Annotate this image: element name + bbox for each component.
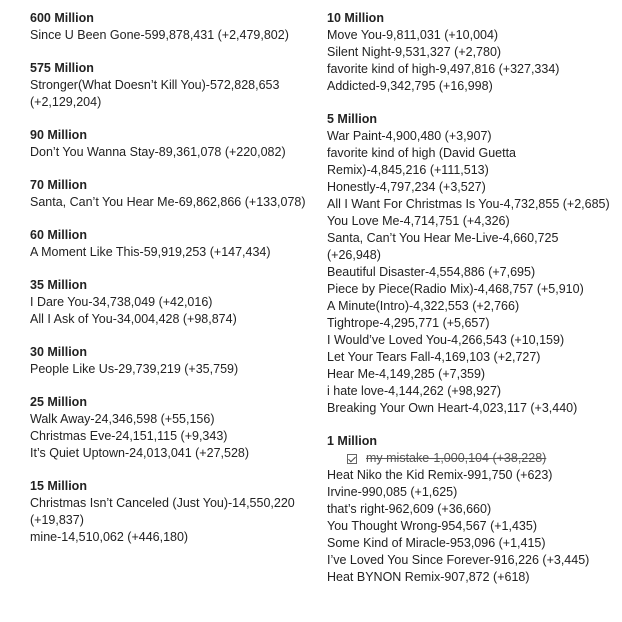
section-600-million: [30, 10, 320, 44]
song-entry: It’s Quiet Uptown-24,013,041 (+27,528): [30, 446, 250, 460]
song-entry: I Would’ve Loved You-4,266,543 (+10,159): [327, 333, 565, 347]
section-heading: 35 Million: [30, 278, 87, 292]
section-1-million: [327, 433, 613, 586]
section-heading: 15 Million: [30, 479, 87, 493]
song-entry: Beautiful Disaster-4,554,886 (+7,695): [327, 265, 536, 279]
song-entry: Christmas Isn’t Canceled (Just You)-14,550,220 (+19,837): [30, 496, 295, 527]
song-entry: Heat BYNON Remix-907,872 (+618): [327, 570, 530, 584]
section-60-million: [30, 227, 320, 261]
song-entry: Let Your Tears Fall-4,169,103 (+2,727): [327, 350, 541, 364]
section-heading: 90 Million: [30, 128, 87, 142]
checked-checkbox-icon[interactable]: [347, 454, 357, 464]
struck-entry-text: my mistake-1,000,104 (+38,228): [366, 451, 547, 465]
section-heading: 575 Million: [30, 61, 94, 75]
song-entry: favorite kind of high-9,497,816 (+327,334): [327, 62, 560, 76]
section-heading: 30 Million: [30, 345, 87, 359]
section-35-million: [30, 277, 320, 328]
section-25-million: [30, 394, 320, 462]
song-entry: Hear Me-4,149,285 (+7,359): [327, 367, 486, 381]
song-entry: You Love Me-4,714,751 (+4,326): [327, 214, 510, 228]
song-entry: Breaking Your Own Heart-4,023,117 (+3,440): [327, 401, 578, 415]
section-heading: 25 Million: [30, 395, 87, 409]
song-entry: Silent Night-9,531,327 (+2,780): [327, 45, 502, 59]
song-entry: Santa, Can’t You Hear Me-Live-4,660,725 (+26,948): [327, 231, 559, 262]
song-entry: i hate love-4,144,262 (+98,927): [327, 384, 502, 398]
song-entry: A Minute(Intro)-4,322,553 (+2,766): [327, 299, 520, 313]
song-entry: that’s right-962,609 (+36,660): [327, 502, 492, 516]
song-entry: favorite kind of high (David Guetta Remix)-4,845,216 (+111,513): [327, 146, 516, 177]
section-70-million: [30, 177, 320, 211]
section-575-million: [30, 60, 320, 111]
left-column: [30, 10, 320, 562]
song-entry: All I Ask of You-34,004,428 (+98,874): [30, 312, 237, 326]
song-entry: I’ve Loved You Since Forever-916,226 (+3,445): [327, 553, 590, 567]
section-10-million: [327, 10, 613, 95]
section-30-million: [30, 344, 320, 378]
song-entry: A Moment Like This-59,919,253 (+147,434): [30, 245, 271, 259]
right-column: [327, 10, 613, 602]
song-entry: Don’t You Wanna Stay-89,361,078 (+220,082): [30, 145, 286, 159]
section-90-million: [30, 127, 320, 161]
section-heading: 70 Million: [30, 178, 87, 192]
section-heading: 60 Million: [30, 228, 87, 242]
song-entry: Christmas Eve-24,151,115 (+9,343): [30, 429, 228, 443]
section-heading: 5 Million: [327, 112, 377, 126]
song-entry: Heat Niko the Kid Remix-991,750 (+623): [327, 468, 553, 482]
song-entry: Addicted-9,342,795 (+16,998): [327, 79, 493, 93]
song-entry: War Paint-4,900,480 (+3,907): [327, 129, 492, 143]
song-entry: Irvine-990,085 (+1,625): [327, 485, 458, 499]
checked-struck-item[interactable]: [327, 450, 613, 467]
song-entry: Some Kind of Miracle-953,096 (+1,415): [327, 536, 546, 550]
section-heading: 1 Million: [327, 434, 377, 448]
song-entry: Move You-9,811,031 (+10,004): [327, 28, 499, 42]
song-entry: Tightrope-4,295,771 (+5,657): [327, 316, 490, 330]
song-entry: Piece by Piece(Radio Mix)-4,468,757 (+5,910): [327, 282, 584, 296]
section-heading: 600 Million: [30, 11, 94, 25]
song-entry: mine-14,510,062 (+446,180): [30, 530, 189, 544]
song-entry: All I Want For Christmas Is You-4,732,855 (+2,685): [327, 197, 610, 211]
section-15-million: [30, 478, 320, 546]
song-entry: Stronger(What Doesn’t Kill You)-572,828,653 (+2,129,204): [30, 78, 280, 109]
section-5-million: [327, 111, 613, 417]
song-entry: People Like Us-29,739,219 (+35,759): [30, 362, 239, 376]
section-heading: 10 Million: [327, 11, 384, 25]
song-entry: I Dare You-34,738,049 (+42,016): [30, 295, 213, 309]
song-entry: Since U Been Gone-599,878,431 (+2,479,802): [30, 28, 289, 42]
song-entry: You Thought Wrong-954,567 (+1,435): [327, 519, 537, 533]
song-entry: Honestly-4,797,234 (+3,527): [327, 180, 486, 194]
song-entry: Santa, Can’t You Hear Me-69,862,866 (+133,078): [30, 195, 306, 209]
song-entry: Walk Away-24,346,598 (+55,156): [30, 412, 215, 426]
